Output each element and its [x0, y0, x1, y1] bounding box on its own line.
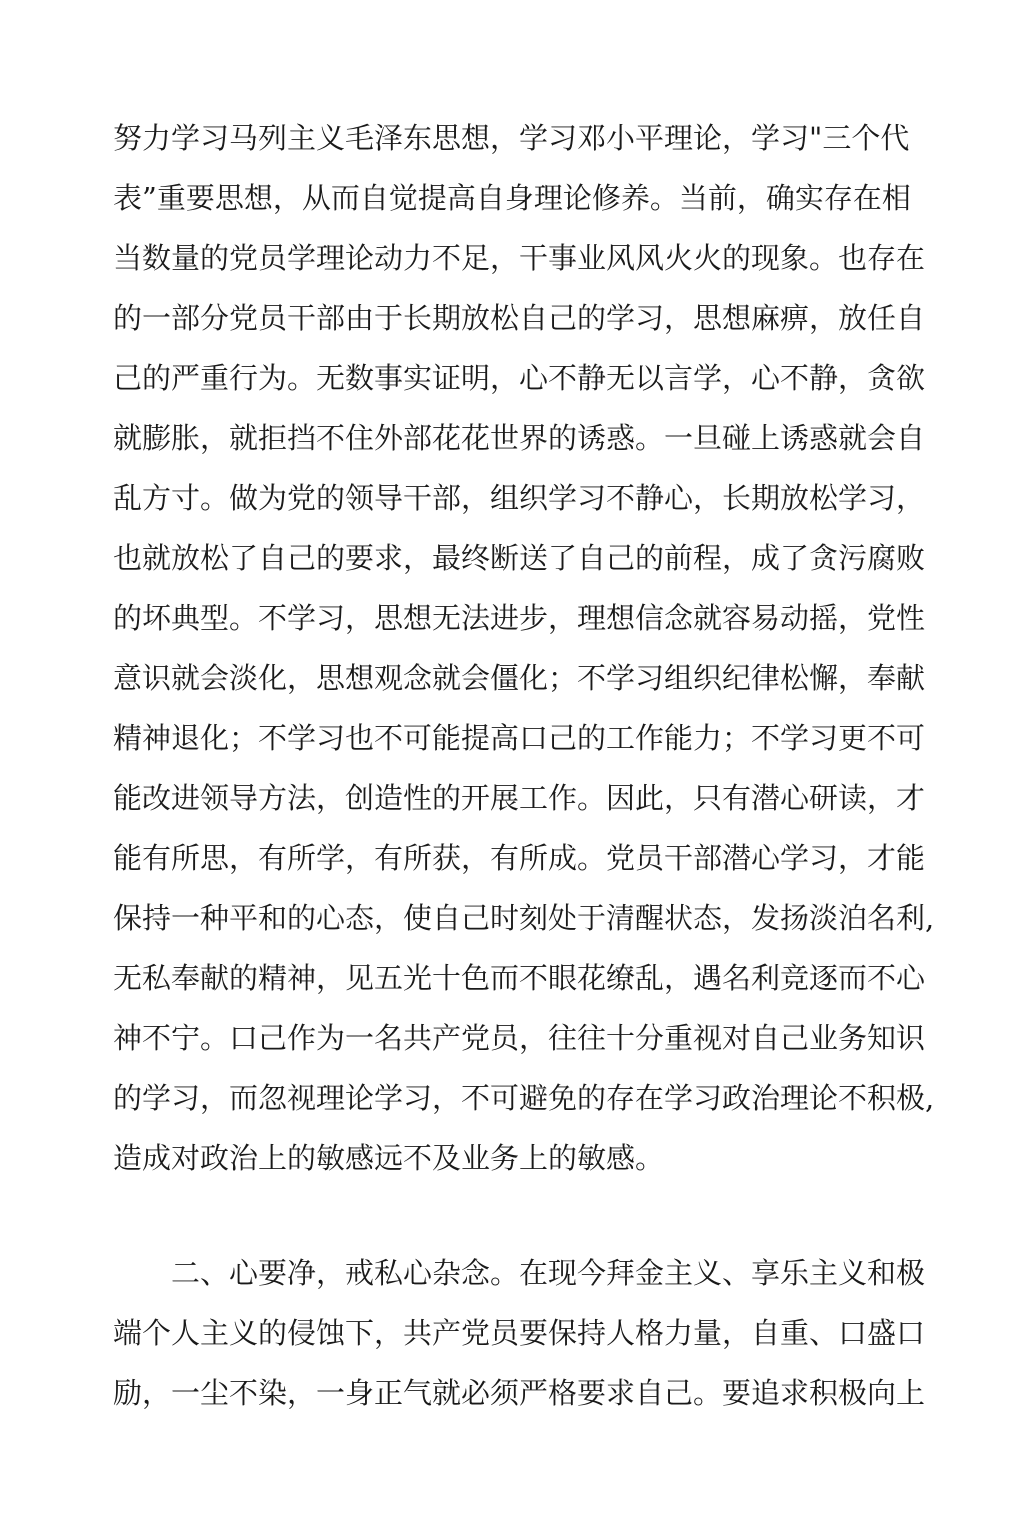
- text-line: 乱方寸。做为党的领导干部，组织学习不静心，长期放松学习，: [113, 481, 926, 515]
- text-line: 二、心要净，戒私心杂念。在现今拜金主义、享乐主义和极: [171, 1256, 926, 1290]
- text-line: 精神退化；不学习也不可能提高口己的工作能力；不学习更不可: [113, 721, 926, 755]
- text-line: 励，一尘不染，一身正气就必须严格要求自己。要追求积极向上: [113, 1376, 926, 1410]
- text-line: 表”重要思想，从而自觉提高自身理论修养。当前，确实存在相: [113, 181, 911, 215]
- text-line: 意识就会淡化，思想观念就会僵化；不学习组织纪律松懈，奉献: [113, 661, 926, 695]
- text-line: 保持一种平和的心态，使自己时刻处于清醒状态，发扬淡泊名利,: [113, 901, 935, 935]
- text-line: 能有所思，有所学，有所获，有所成。党员干部潜心学习，才能: [113, 841, 926, 875]
- text-line: 的学习，而忽视理论学习，不可避免的存在学习政治理论不积极,: [113, 1081, 935, 1115]
- text-line: 己的严重行为。无数事实证明，心不静无以言学，心不静，贪欲: [113, 361, 926, 395]
- text-line: 当数量的党员学理论动力不足，干事业风风火火的现象。也存在: [113, 241, 926, 275]
- text-line: 的一部分党员干部由于长期放松自己的学习，思想麻痹，放任自: [113, 301, 926, 335]
- text-line: 无私奉献的精神，见五光十色而不眼花缭乱，遇名利竞逐而不心: [113, 961, 926, 995]
- paragraph-1: [113, 108, 935, 1188]
- text-line: 的坏典型。不学习，思想无法进步，理想信念就容易动摇，党性: [113, 601, 926, 635]
- paragraph-2: [113, 1243, 926, 1423]
- text-line: 造成对政治上的敏感远不及业务上的敏感。: [113, 1141, 665, 1175]
- text-line: 努力学习马列主义毛泽东思想，学习邓小平理论，学习"三个代: [113, 121, 910, 155]
- text-line: 端个人主义的侵蚀下，共产党员要保持人格力量，自重、口盛口: [113, 1316, 926, 1350]
- text-line: 神不宁。口己作为一名共产党员，往往十分重视对自己业务知识: [113, 1021, 926, 1055]
- text-line: 就膨胀，就拒挡不住外部花花世界的诱惑。一旦碰上诱惑就会自: [113, 421, 926, 455]
- text-line: 能改进领导方法，创造性的开展工作。因此，只有潜心研读，才: [113, 781, 926, 815]
- text-line: 也就放松了自己的要求，最终断送了自己的前程，成了贪污腐败: [113, 541, 926, 575]
